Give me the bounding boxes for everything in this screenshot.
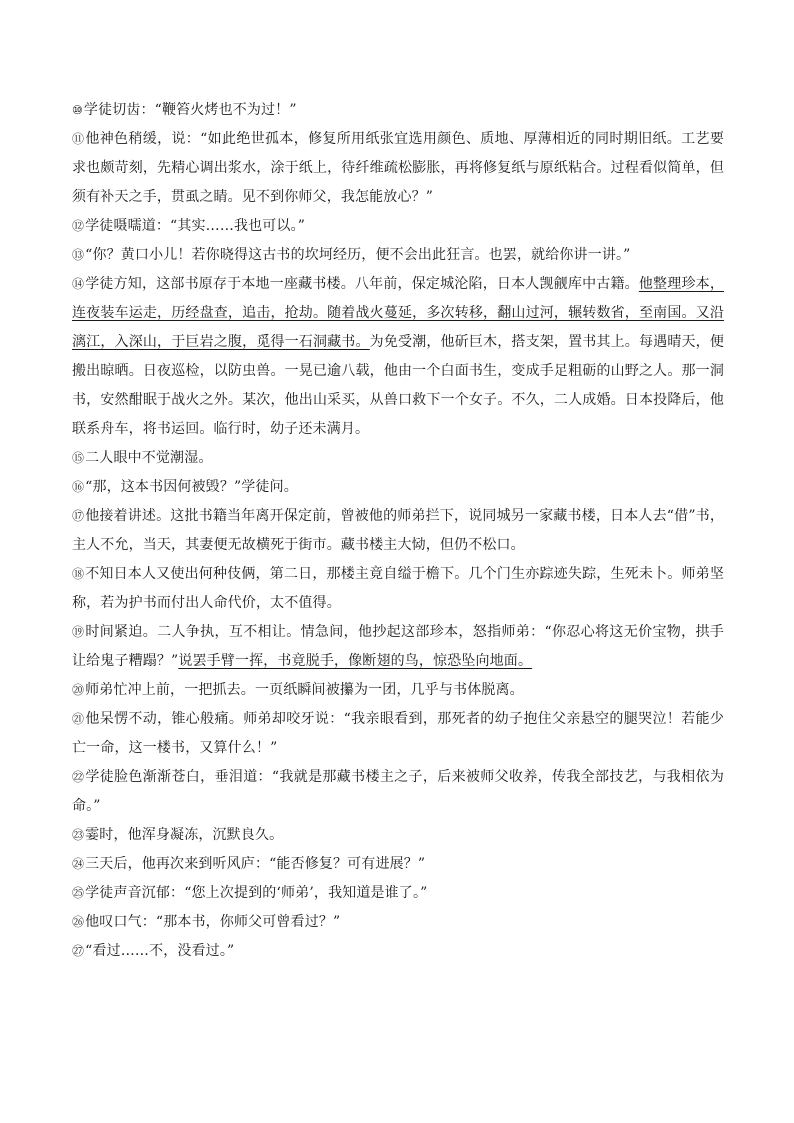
paragraph [72, 821, 724, 850]
paragraph-text: “看过……不，没看过。” [85, 943, 235, 959]
paragraph-text: 学徒方知，这部书原存于本地一座藏书楼。八年前，保定城沦陷，日本人觊觎库中古籍。 [85, 276, 639, 292]
paragraph-number: ⑳ [72, 683, 85, 697]
underlined-text: 说罢手臂一挥，书竟脱手，像断翅的鸟，惊恐坠向地面。 [178, 653, 533, 669]
paragraph-text: 他神色稍缓，说：“如此绝世孤本，修复所用纸张宜选用颜色、质地、厚薄相近的同时期旧纸。工艺要求也颇苛刻，先精心调出浆水，涂于纸上，待纤维疏松膨胀，再将修复纸与原纸粘合。过程看似简单，但须有补天之手，贯虱之睛。见不到你师父，我怎能放心？” [72, 131, 724, 205]
paragraph [72, 444, 724, 473]
paragraph-number: ⑪ [72, 132, 85, 146]
paragraph-number: ㉒ [72, 770, 85, 784]
paragraph-text: 师弟忙冲上前，一把抓去。一页纸瞬间被攥为一团，几乎与书体脱离。 [85, 682, 524, 698]
paragraph-text: 霎时，他浑身凝冻，沉默良久。 [85, 827, 284, 843]
paragraph [72, 937, 724, 966]
underlined-text: 他整理珍本，连夜装车运走，历经盘查，追击，抢劫。随着战火蔓延，多次转移，翻山过河，辗转数省，至南国。又沿漓江，入深山，于巨岩之腹，觅得一石洞藏书。 [72, 276, 724, 350]
paragraph-text: “那，这本书因何被毁？”学徒问。 [85, 479, 298, 495]
paragraph-number: ⑲ [72, 625, 85, 639]
paragraph-number: ⑬ [72, 248, 85, 262]
paragraph [72, 473, 724, 502]
paragraph-number: ⑮ [72, 451, 85, 465]
paragraph-text: 二人眼中不觉潮湿。 [85, 450, 213, 466]
paragraph-text: 三天后，他再次来到听风庐：“能否修复？可有进展？” [85, 856, 426, 872]
paragraph-number: ⑩ [72, 103, 83, 117]
paragraph [72, 908, 724, 937]
paragraph-text: 为免受潮，他斫巨木，搭支架，置书其上。每遇晴天，便搬出晾晒。日夜巡检，以防虫兽。一晃已逾八载，他由一个白面书生，变成手足粗砺的山野之人。那一洞书，安然酣眠于战火之外。某次，他出山采买，从兽口救下一个女子。不久，二人成婚。日本投降后，他联系舟车，将书运回。临行时，幼子还未满月。 [72, 334, 725, 437]
paragraph-text: 他接着讲述。这批书籍当年离开保定前，曾被他的师弟拦下，说同城另一家藏书楼，日本人去“借”书，主人不允，当天，其妻便无故横死于街市。藏书楼主大恸，但仍不松口。 [72, 508, 724, 553]
paragraph-text: “你？黄口小儿！若你晓得这古书的坎坷经历，便不会出此狂言。也罢，就给你讲一讲。” [85, 247, 631, 263]
document-body [72, 96, 724, 966]
paragraph-number: ⑰ [72, 509, 85, 523]
paragraph [72, 560, 724, 618]
paragraph-text: 学徒切齿：“鞭笞火烤也不为过！” [83, 102, 297, 118]
paragraph [72, 850, 724, 879]
paragraph [72, 212, 724, 241]
paragraph-number: ㉔ [72, 857, 85, 871]
paragraph-number: ㉑ [72, 712, 85, 726]
paragraph [72, 125, 724, 212]
paragraph [72, 241, 724, 270]
paragraph-text: 他呆愣不动，锥心般痛。师弟却咬牙说：“我亲眼看到，那死者的幼子抱住父亲悬空的腿哭泣！若能少亡一命，这一楼书，又算什么！” [72, 711, 724, 756]
paragraph [72, 676, 724, 705]
paragraph [72, 96, 724, 125]
paragraph [72, 502, 724, 560]
paragraph-text: 学徒嗫嚅道：“其实……我也可以。” [85, 218, 306, 234]
paragraph-text: 学徒声音沉郁：“您上次提到的‘师弟’，我知道是谁了。” [85, 885, 428, 901]
paragraph-text: 不知日本人又使出何种伎俩，第二日，那楼主竟自缢于檐下。几个门生亦踪迹失踪，生死未卜。师弟坚称，若为护书而付出人命代价，太不值得。 [72, 566, 724, 611]
paragraph-text: 他叹口气：“那本书，你师父可曾看过？” [85, 914, 341, 930]
paragraph [72, 618, 724, 676]
paragraph [72, 270, 724, 444]
paragraph [72, 879, 724, 908]
paragraph-number: ⑱ [72, 567, 85, 581]
paragraph-number: ㉖ [72, 915, 85, 929]
paragraph-number: ㉕ [72, 886, 85, 900]
paragraph [72, 763, 724, 821]
paragraph [72, 705, 724, 763]
paragraph-number: ⑫ [72, 219, 85, 233]
paragraph-number: ㉗ [72, 944, 85, 958]
paragraph-text: 时间紧迫。二人争执，互不相让。情急间，他抄起这部珍本，怒指师弟：“你忍心将这无价宝物，拱手让给鬼子糟蹋？” [72, 624, 724, 669]
paragraph-number: ⑭ [72, 277, 85, 291]
paragraph-number: ⑯ [72, 480, 85, 494]
paragraph-text: 学徒脸色渐渐苍白，垂泪道：“我就是那藏书楼主之子，后来被师父收养，传我全部技艺，与我相依为命。” [72, 769, 724, 814]
paragraph-number: ㉓ [72, 828, 85, 842]
